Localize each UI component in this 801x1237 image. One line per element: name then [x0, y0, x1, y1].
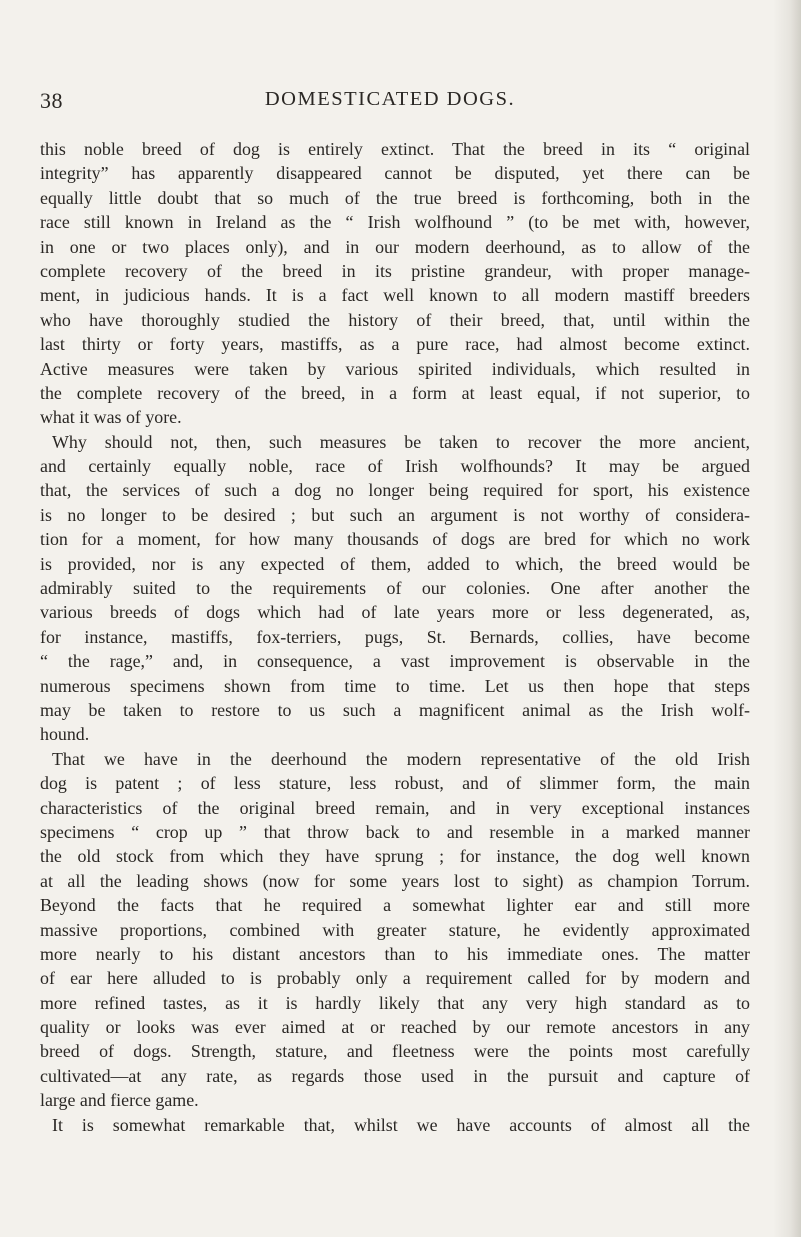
text-line: numerous specimens shown from time to time. Let us then hope that steps — [40, 675, 750, 696]
text-line: race still known in Ireland as the “ Irish wolfhound ” (to be met with, however, — [40, 212, 750, 233]
text-line: It is somewhat remarkable that, whilst we have accounts of almost all the — [52, 1114, 750, 1135]
text-line: cultivated—at any rate, as regards those used in the pursuit and capture of — [40, 1065, 750, 1086]
page-number: 38 — [40, 88, 63, 113]
text-line: the complete recovery of the breed, in a form at least equal, if not superior, to — [40, 382, 750, 403]
text-line: breed of dogs. Strength, stature, and fleetness were the points most carefully — [40, 1041, 750, 1062]
text-line: more nearly to his distant ancestors than to his immediate ones. The matter — [40, 943, 750, 964]
text-line: large and fierce game. — [40, 1090, 199, 1111]
text-line: of ear here alluded to is probably only a requirement called for by modern and — [40, 968, 750, 989]
text-line: characteristics of the original breed remain, and in very exceptional instances — [40, 797, 750, 818]
text-line: That we have in the deerhound the modern representative of the old Irish — [52, 748, 750, 769]
text-line: hound. — [40, 724, 90, 745]
text-line: specimens “ crop up ” that throw back to and resemble in a marked manner — [40, 821, 750, 842]
text-line: the old stock from which they have sprung ; for instance, the dog well known — [40, 846, 750, 867]
text-line: is provided, nor is any expected of them, added to which, the breed would be — [40, 553, 750, 574]
running-title: DOMESTICATED DOGS. — [264, 88, 516, 110]
text-line: various breeds of dogs which had of late years more or less degenerated, as, — [40, 602, 750, 623]
text-line: integrity” has apparently disappeared cannot be disputed, yet there can be — [40, 163, 750, 184]
text-line: Active measures were taken by various spirited individuals, which resulted in — [40, 358, 750, 379]
page-edge-shadow — [773, 0, 801, 1237]
text-line: tion for a moment, for how many thousands of dogs are bred for which no work — [40, 529, 750, 550]
text-line: what it was of yore. — [40, 407, 182, 428]
text-line: dog is patent ; of less stature, less robust, and of slimmer form, the main — [40, 773, 750, 794]
text-line: Why should not, then, such measures be taken to recover the more ancient, — [52, 431, 750, 452]
text-line: massive proportions, combined with greater stature, he evidently approximated — [40, 919, 750, 940]
text-line: “ the rage,” and, in consequence, a vast improvement is observable in the — [40, 651, 750, 672]
text-line: that, the services of such a dog no longer being required for sport, his existence — [40, 480, 750, 501]
text-line: Beyond the facts that he required a somewhat lighter ear and still more — [40, 895, 750, 916]
text-line: for instance, mastiffs, fox-terriers, pugs, St. Bernards, collies, have become — [40, 626, 750, 647]
text-line: more refined tastes, as it is hardly likely that any very high standard as to — [40, 992, 750, 1013]
text-line: complete recovery of the breed in its pristine grandeur, with proper manage- — [40, 260, 750, 281]
text-line: who have thoroughly studied the history of their breed, that, until within the — [40, 309, 750, 330]
body-text — [40, 137, 750, 1137]
text-line: ment, in judicious hands. It is a fact well known to all modern mastiff breeders — [40, 285, 750, 306]
text-line: may be taken to restore to us such a magnificent animal as the Irish wolf- — [40, 699, 750, 720]
text-line: this noble breed of dog is entirely extinct. That the breed in its “ original — [40, 139, 750, 159]
text-line: at all the leading shows (now for some years lost to sight) as champion Torrum. — [40, 870, 750, 891]
page-header — [40, 88, 740, 118]
text-line: and certainly equally noble, race of Irish wolfhounds? It may be argued — [40, 456, 750, 477]
text-line: equally little doubt that so much of the true breed is forthcoming, both in the — [40, 187, 750, 208]
text-line: quality or looks was ever aimed at or reached by our remote ancestors in any — [40, 1017, 750, 1038]
text-line: last thirty or forty years, mastiffs, as a pure race, had almost become extinct. — [40, 334, 750, 355]
text-line: is no longer to be desired ; but such an argument is not worthy of considera- — [40, 504, 750, 525]
text-line: in one or two places only), and in our modern deerhound, as to allow of the — [40, 236, 750, 257]
text-line: admirably suited to the requirements of our colonies. One after another the — [40, 578, 750, 599]
